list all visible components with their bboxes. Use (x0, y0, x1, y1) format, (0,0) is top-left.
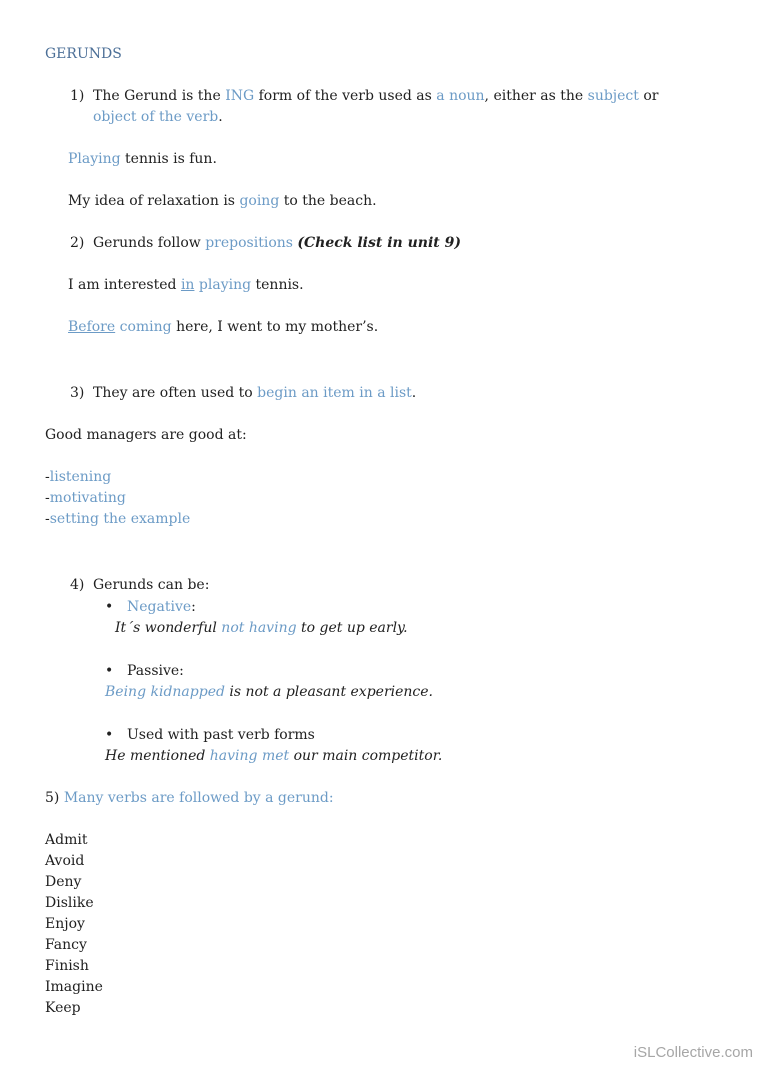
item-text-4 (93, 577, 209, 593)
text-segment: Used with past verb forms (127, 727, 315, 743)
verb-item: Avoid (45, 853, 85, 869)
text-segment: It´s wonderful (115, 620, 222, 636)
bullet-item-past-forms (45, 725, 696, 746)
text-segment: or (638, 88, 659, 104)
text-segment: to get up early. (296, 620, 408, 636)
lead-in-sentence (45, 425, 696, 446)
example-sentence-playing (68, 149, 696, 170)
text-segment: Passive: (127, 663, 184, 679)
numbered-item-1 (45, 86, 696, 128)
text-segment: Good managers are good at: (45, 427, 247, 443)
text-segment: - (45, 469, 50, 485)
numbered-item-4 (45, 575, 696, 596)
text-segment: I am interested (68, 277, 181, 293)
text-segment: playing (198, 277, 252, 293)
item-number-4: 4) (70, 577, 85, 593)
verb-item: Fancy (45, 937, 87, 953)
text-segment: Playing (68, 151, 121, 167)
verb-item: Imagine (45, 979, 103, 995)
item-number-3: 3) (70, 385, 85, 401)
bullet-item-passive (45, 661, 696, 682)
text-segment: prepositions (205, 235, 293, 251)
text-segment: Being kidnapped (105, 684, 225, 700)
list-item-setting-example (45, 509, 696, 530)
example-sentence-negative (115, 618, 696, 639)
verb-item: Admit (45, 832, 88, 848)
text-segment: motivating (49, 490, 126, 506)
item-text-1 (93, 88, 658, 125)
text-segment: : (191, 599, 196, 615)
text-segment: our main competitor. (289, 748, 443, 764)
text-segment: Gerunds can be: (93, 577, 210, 593)
text-segment: Negative (127, 599, 192, 615)
text-segment: begin an item in a list (257, 385, 412, 401)
text-segment: He mentioned (105, 748, 210, 764)
text-segment: , either as the (484, 88, 588, 104)
text-segment: 5) (45, 790, 64, 806)
text-segment: here, I went to my mother’s. (171, 319, 379, 335)
example-sentence-relaxation (68, 191, 696, 212)
text-segment: - (45, 511, 50, 527)
text-segment: going (239, 193, 280, 209)
bullet-icon: • (105, 663, 114, 679)
text-segment: form of the verb used as (254, 88, 437, 104)
text-segment: tennis is fun. (120, 151, 217, 167)
verb-item: Dislike (45, 895, 94, 911)
item-text-3 (93, 385, 416, 401)
verb-list (45, 830, 696, 1019)
text-segment: . (411, 385, 417, 401)
list-item-listening (45, 467, 696, 488)
text-segment: ING (225, 88, 255, 104)
text-segment: subject (587, 88, 639, 104)
text-segment: (Check list in unit 9) (297, 235, 461, 251)
example-sentence-passive (105, 682, 696, 703)
verb-item: Enjoy (45, 916, 85, 932)
text-segment: . (218, 109, 223, 125)
item-text-2 (93, 235, 461, 251)
item-number-1: 1) (70, 88, 85, 104)
text-segment: They are often used to (93, 385, 258, 401)
example-sentence-before (68, 317, 696, 338)
bullet-text-passive (127, 663, 184, 679)
numbered-item-2 (45, 233, 696, 254)
verb-item: Finish (45, 958, 89, 974)
islcollective-watermark: iSLCollective.com (633, 1044, 753, 1061)
bullet-item-negative (45, 597, 696, 618)
text-segment: not having (221, 620, 297, 636)
text-segment: Many verbs are followed by a gerund: (63, 790, 334, 806)
text-segment: coming (119, 319, 172, 335)
text-segment: to the beach. (279, 193, 377, 209)
text-segment: in (180, 277, 195, 293)
text-segment: Gerunds follow (93, 235, 206, 251)
document-title: GERUNDS (45, 46, 122, 62)
text-segment: listening (49, 469, 112, 485)
item-number-2: 2) (70, 235, 85, 251)
text-segment: The Gerund is the (93, 88, 226, 104)
text-segment: Before (68, 319, 116, 335)
text-segment: - (45, 490, 50, 506)
text-segment: is not a pleasant experience. (224, 684, 433, 700)
bullet-icon: • (105, 599, 114, 615)
example-sentence-past-forms (105, 746, 696, 767)
verb-item: Deny (45, 874, 82, 890)
verb-item: Keep (45, 1000, 81, 1016)
example-sentence-interested (68, 275, 696, 296)
text-segment: a noun (436, 88, 485, 104)
text-segment: My idea of relaxation is (68, 193, 240, 209)
numbered-item-5 (45, 788, 696, 809)
text-segment: having met (209, 748, 290, 764)
text-segment: object of the verb (93, 109, 219, 125)
text-segment: tennis. (251, 277, 304, 293)
numbered-item-3 (45, 383, 696, 404)
text-segment: setting the example (49, 511, 191, 527)
list-item-motivating (45, 488, 696, 509)
bullet-icon: • (105, 727, 114, 743)
bullet-text-negative (127, 599, 196, 615)
bullet-text-past-forms (127, 727, 315, 743)
